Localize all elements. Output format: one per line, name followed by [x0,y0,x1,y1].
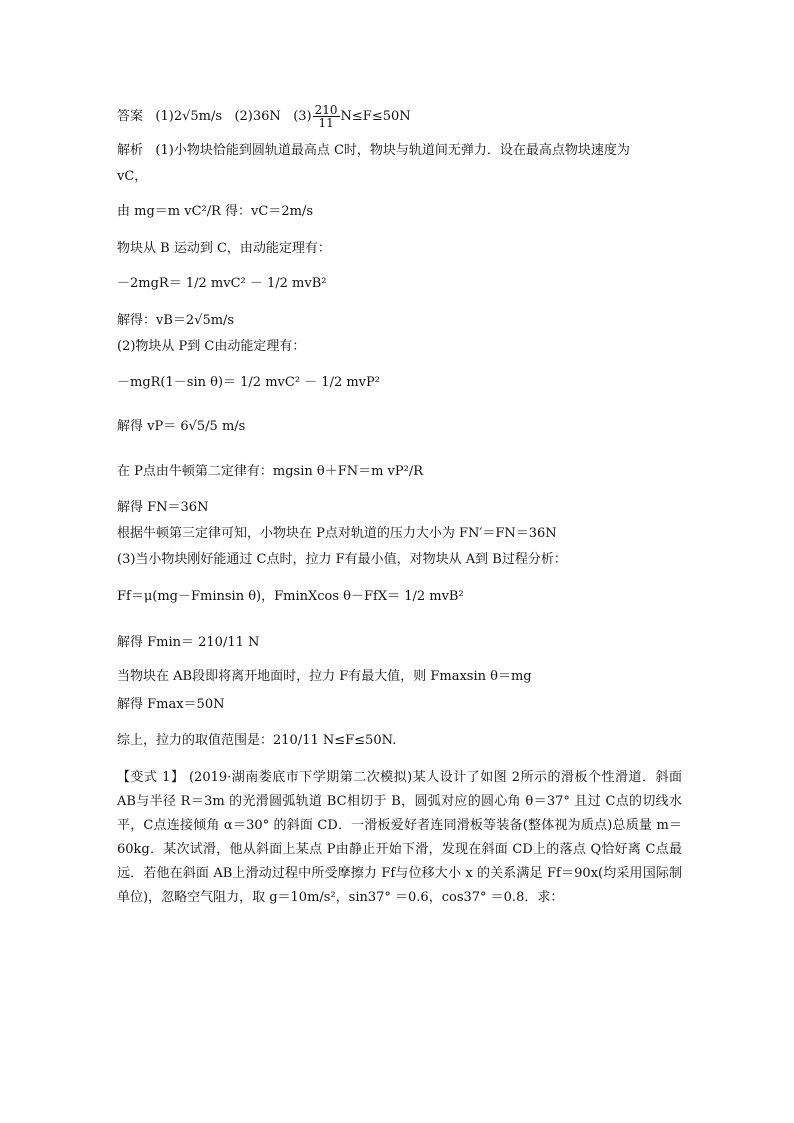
solution-line-16: 解得 Fmax＝50N [117,697,225,712]
answer-part1: (1)2√5m/s [155,109,223,124]
answer-part2: (2)36N [234,109,281,124]
solution-line-1: 解析 (1)小物块恰能到圆轨道最高点 C时，物块与轨道间无弹力．设在最高点物块速度为 [117,143,630,158]
solution-line-13: Ff＝μ(mg－Fminsin θ)，FminXcos θ－FfX＝ 1/2 mvB² [117,589,464,604]
answer-part3-prefix: (3) [293,109,312,124]
solution-line-7: －mgR(1－sin θ)＝ 1/2 mvC² － 1/2 mvP² [117,375,380,390]
solution-line-10: 解得 FN＝36N [117,500,209,515]
variant-problem-text: 【变式 1】 (2019·湖南娄底市下学期第二次模拟)某人设计了如图 2所示的滑板个性滑道．斜面 AB与半径 R＝3m 的光滑圆弧轨道 BC相切于 B，圆弧对应的圆心角 θ＝37° 且过 C点的切线水平，C点连接倾角 α＝30° 的斜面 CD．一滑板爱好者连同滑板等装备(整体视为质点)总质量 m＝60kg．某次试滑，他从斜面上某点 P由静止开始下滑，发现在斜面 CD上的落点 Q恰好离 C点最远．若他在斜面 AB上滑动过程中所受摩擦力 Ff与位移大小 x 的关系满足 Ff＝90x(均采用国际制单位)，忽略空气阻力，取 g＝10m/s²，sin37° ＝0.6，cos37° ＝0.8．求： [117,770,682,905]
solution-line-17: 综上，拉力的取值范围是：210/11 N≤F≤50N. [117,733,397,748]
answer-line [117,104,411,129]
answer-label: 答案 [117,109,144,124]
solution-line-8: 解得 vP＝ 6√5/5 m/s [117,419,246,434]
solution-line-1b: vC， [117,169,148,184]
solution-line-12: (3)当小物块刚好能通过 C点时，拉力 F有最小值，对物块从 A到 B过程分析： [117,552,567,567]
solution-line-6: (2)物块从 P到 C由动能定理有： [117,339,306,354]
answer-fraction: $\frac{210}{11}$ [314,103,338,130]
solution-line-4: －2mgR＝ 1/2 mvC² － 1/2 mvB² [117,276,327,291]
solution-label: 解析 [117,143,144,158]
solution-line-9: 在 P点由牛顿第二定律有：mgsin θ＋FN＝m vP²/R [117,464,424,479]
solution-line-3: 物块从 B 运动到 C，由动能定理有： [117,241,331,256]
solution-line-14: 解得 Fmin＝ 210/11 N [117,635,260,650]
solution-line-5: 解得：vB＝2√5m/s [117,313,235,328]
answer-part3-suffix: N≤F≤50N [340,109,411,124]
solution-line-11: 根据牛顿第三定律可知，小物块在 P点对轨道的压力大小为 FN′＝FN＝36N [117,526,557,541]
solution-line-2: 由 mg＝m vC²/R 得：vC＝2m/s [117,204,313,219]
solution-line-15: 当物块在 AB段即将离开地面时，拉力 F有最大值，则 Fmaxsin θ＝mg [117,669,532,684]
